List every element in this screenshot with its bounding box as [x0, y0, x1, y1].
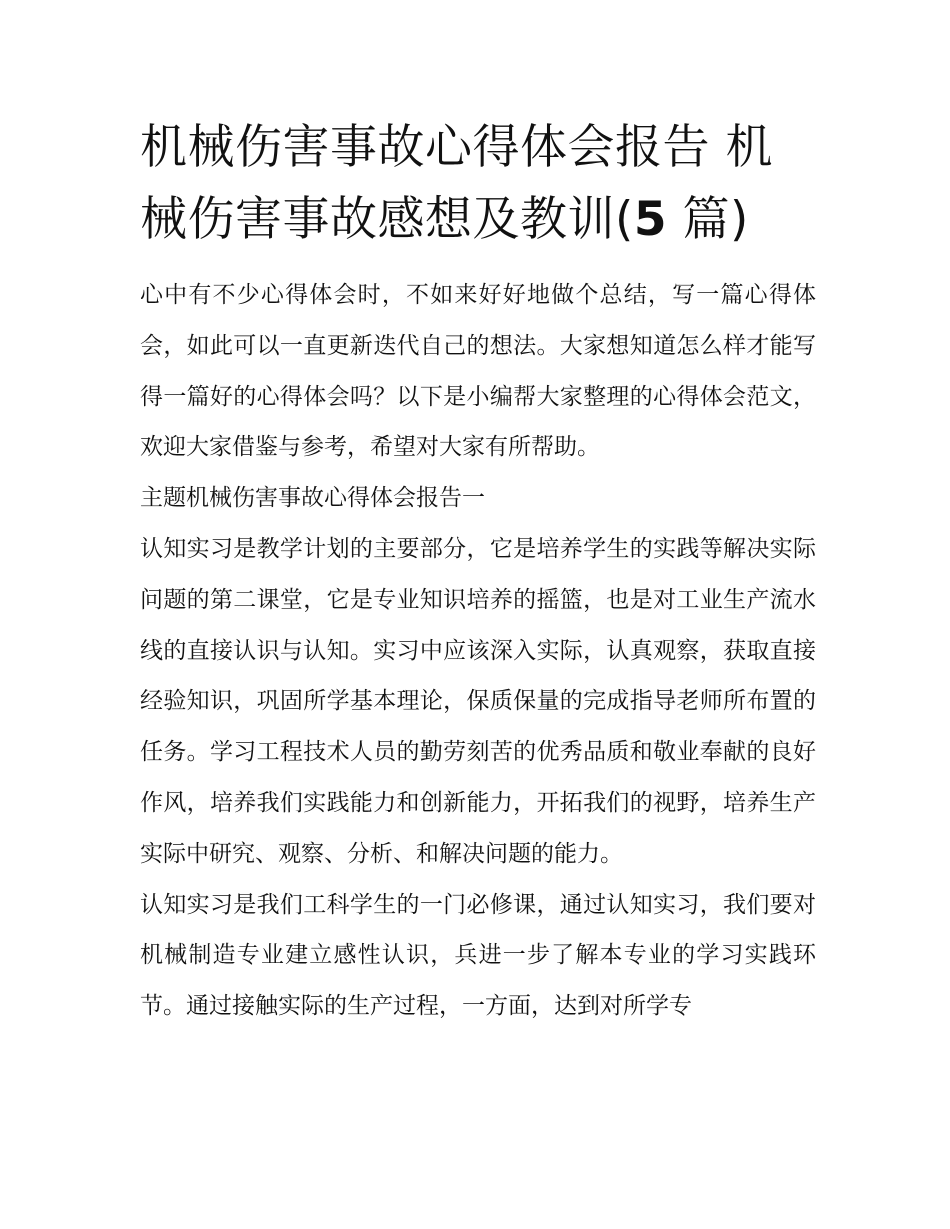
title-suffix: 篇)	[667, 192, 749, 247]
intro-paragraph: 心中有不少心得体会时，不如来好好地做个总结，写一篇心得体会，如此可以一直更新迭代自己的想法。大家想知道怎么样才能写得一篇好的心得体会吗？以下是小编帮大家整理的心得体会范文，欢迎大家借鉴与参考，希望对大家有所帮助。	[140, 282, 816, 461]
document-title	[140, 112, 816, 256]
body-paragraph-2: 认知实习是我们工科学生的一门必修课，通过认知实习，我们要对机械制造专业建立感性认识，兵进一步了解本专业的学习实践环节。通过接触实际的生产过程，一方面，达到对所学专	[140, 891, 816, 1020]
section-heading: 主题机械伤害事故心得体会报告一	[140, 485, 485, 512]
body-paragraph-1: 认知实习是教学计划的主要部分，它是培养学生的实践等解决实际问题的第二课堂，它是专业知识培养的摇篮，也是对工业生产流水线的直接认识与认知。实习中应该深入实际，认真观察，获取直接经验知识，巩固所学基本理论，保质保量的完成指导老师所布置的任务。学习工程技术人员的勤劳刻苦的优秀品质和敬业奉献的良好作风，培养我们实践能力和创新能力，开拓我们的视野，培养生产实际中研究、观察、分析、和解决问题的能力。	[140, 535, 816, 867]
document-page	[140, 112, 816, 1032]
title-text: 机械伤害事故心得体会报告 机械伤害事故感想及教训(	[140, 120, 773, 247]
title-count: 5	[633, 192, 668, 247]
